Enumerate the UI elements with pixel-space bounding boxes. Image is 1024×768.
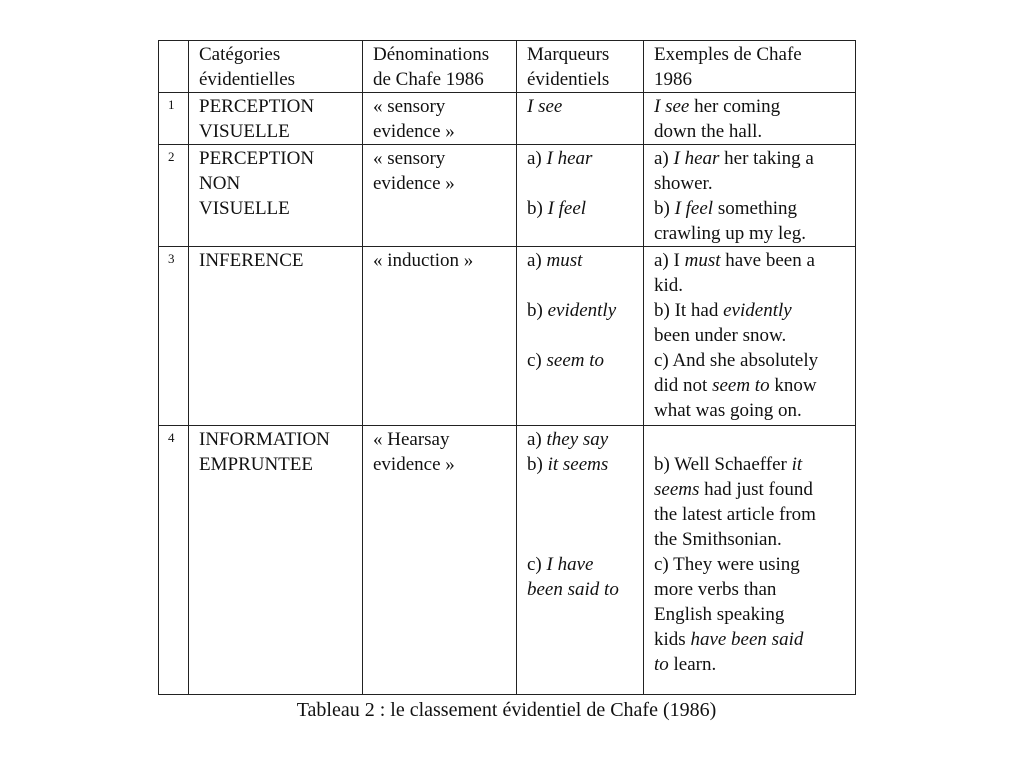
marker-cell: a) must b) evidently c) seem to [517,247,644,426]
denomination-cell: « sensory evidence » [363,93,517,145]
category-cell: PERCEPTION NON VISUELLE [189,145,363,247]
denomination-cell: « sensory evidence » [363,145,517,247]
marker-cell: I see [517,93,644,145]
row-number: 4 [159,426,189,695]
header-markers: Marqueurs évidentiels [517,41,644,93]
category-cell: INFERENCE [189,247,363,426]
row-number: 1 [159,93,189,145]
denomination-cell: « induction » [363,247,517,426]
table-caption: Tableau 2 : le classement évidentiel de Chafe (1986) [296,699,717,721]
example-cell: a) I hear her taking a shower. b) I feel something crawling up my leg. [644,145,856,247]
table-row [159,426,856,695]
row-number: 2 [159,145,189,247]
table-row [159,93,856,145]
marker-cell: a) I hear b) I feel [517,145,644,247]
table-row [159,145,856,247]
evidential-classification-table [158,40,856,695]
example-cell: b) Well Schaeffer it seems had just found the latest article from the Smithsonian. c) They were using more verbs than English speaking kids have been said to learn. [644,426,856,695]
table-row [159,247,856,426]
header-denominations: Dénominations de Chafe 1986 [363,41,517,93]
denomination-cell: « Hearsay evidence » [363,426,517,695]
marker-cell: a) they say b) it seems c) I have been said to [517,426,644,695]
example-cell: I see her coming down the hall. [644,93,856,145]
example-cell: a) I must have been a kid. b) It had evidently been under snow. c) And she absolutely did not seem to know what was going on. [644,247,856,426]
header-categories: Catégories évidentielles [189,41,363,93]
table-header-row [159,41,856,93]
row-number: 3 [159,247,189,426]
category-cell: PERCEPTION VISUELLE [189,93,363,145]
header-number-cell [159,41,189,93]
header-examples: Exemples de Chafe 1986 [644,41,856,93]
category-cell: INFORMATION EMPRUNTEE [189,426,363,695]
